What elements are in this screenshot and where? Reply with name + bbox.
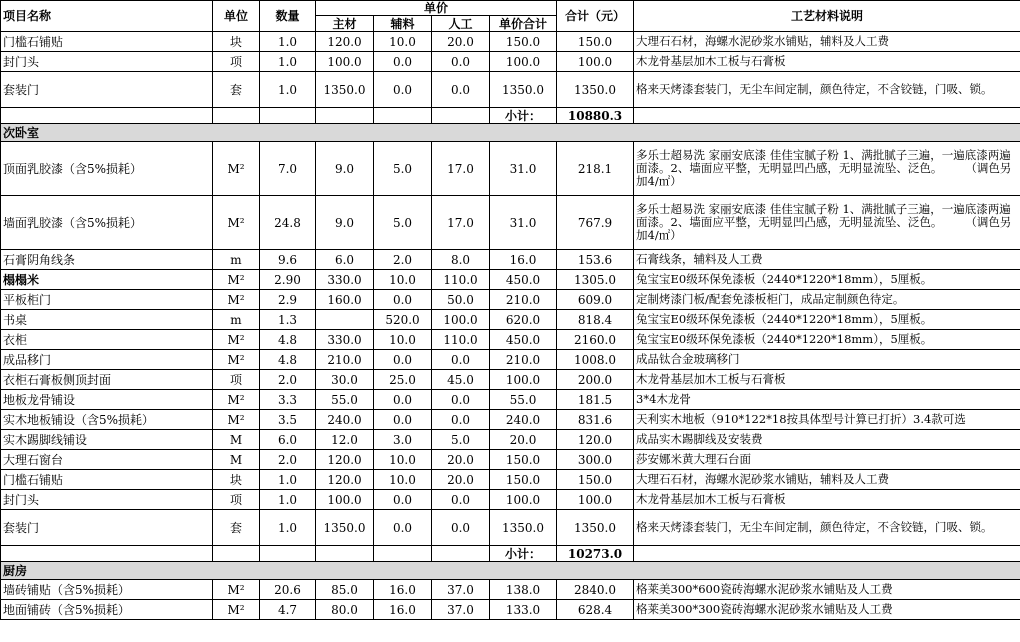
cell-total: 1008.0 bbox=[557, 350, 634, 370]
cell-unit-total: 240.0 bbox=[490, 410, 557, 430]
cell-labor: 5.0 bbox=[432, 430, 490, 450]
cell-desc: 格莱美300*300瓷砖海螺水泥砂浆水铺贴及人工费 bbox=[634, 600, 1020, 620]
cell-qty: 24.8 bbox=[260, 196, 316, 250]
cell-name: 门槛石铺贴 bbox=[1, 32, 213, 52]
cell-desc: 格来天烤漆套装门，无尘车间定制，颜色待定，不含铰链，门吸、锁。 bbox=[634, 510, 1020, 546]
cell-desc: 天利实木地板（910*122*18按具体型号计算已打折）3.4款可选 bbox=[634, 410, 1020, 430]
section-title: 次卧室 bbox=[1, 124, 1020, 142]
cell-main: 85.0 bbox=[316, 580, 374, 600]
header-quantity: 数量 bbox=[260, 1, 316, 32]
cell-unit: 项 bbox=[213, 490, 260, 510]
cell-desc: 大理石石材，海螺水泥砂浆水铺贴，辅料及人工费 bbox=[634, 470, 1020, 490]
header-unit-total: 单价合计 bbox=[490, 16, 557, 32]
cell-labor: 0.0 bbox=[432, 490, 490, 510]
cell-name: 门槛石铺贴 bbox=[1, 470, 213, 490]
cell-aux: 0.0 bbox=[374, 350, 432, 370]
cell-unit-total: 150.0 bbox=[490, 450, 557, 470]
cell-desc: 兔宝宝E0级环保免漆板（2440*1220*18mm），5厘板。 bbox=[634, 270, 1020, 290]
table-row bbox=[1, 510, 1020, 546]
cell-total: 609.0 bbox=[557, 290, 634, 310]
cell-unit-total: 150.0 bbox=[490, 470, 557, 490]
cell-unit: M² bbox=[213, 142, 260, 196]
cell-qty: 4.7 bbox=[260, 600, 316, 620]
cell-total: 100.0 bbox=[557, 490, 634, 510]
cell-name: 榻榻米 bbox=[1, 270, 213, 290]
cell-total: 200.0 bbox=[557, 370, 634, 390]
table-row bbox=[1, 142, 1020, 196]
cell-total: 120.0 bbox=[557, 430, 634, 450]
table-row bbox=[1, 370, 1020, 390]
cell-aux: 0.0 bbox=[374, 52, 432, 72]
cell-name: 墙砖铺贴（含5%损耗） bbox=[1, 580, 213, 600]
cell-main: 120.0 bbox=[316, 450, 374, 470]
cell-labor: 17.0 bbox=[432, 196, 490, 250]
cell-labor: 50.0 bbox=[432, 290, 490, 310]
cell-labor: 20.0 bbox=[432, 470, 490, 490]
empty-cell bbox=[213, 108, 260, 124]
cell-name: 地板龙骨铺设 bbox=[1, 390, 213, 410]
cell-qty: 1.3 bbox=[260, 310, 316, 330]
cell-desc: 木龙骨基层加木工板与石膏板 bbox=[634, 370, 1020, 390]
cell-unit: m bbox=[213, 310, 260, 330]
cell-desc: 成品实木踢脚线及安装费 bbox=[634, 430, 1020, 450]
cell-aux: 16.0 bbox=[374, 580, 432, 600]
cell-name: 石膏阴角线条 bbox=[1, 250, 213, 270]
cell-aux: 0.0 bbox=[374, 510, 432, 546]
cell-main: 100.0 bbox=[316, 490, 374, 510]
cell-unit-total: 100.0 bbox=[490, 52, 557, 72]
cell-name: 封门头 bbox=[1, 490, 213, 510]
cell-labor: 100.0 bbox=[432, 310, 490, 330]
cell-main: 330.0 bbox=[316, 330, 374, 350]
cell-unit: M² bbox=[213, 196, 260, 250]
cell-unit: M² bbox=[213, 410, 260, 430]
cell-unit-total: 100.0 bbox=[490, 490, 557, 510]
cell-desc: 石膏线条，辅料及人工费 bbox=[634, 250, 1020, 270]
cell-main: 120.0 bbox=[316, 32, 374, 52]
cell-name: 顶面乳胶漆（含5%损耗） bbox=[1, 142, 213, 196]
cell-desc: 3*4木龙骨 bbox=[634, 390, 1020, 410]
cell-aux: 0.0 bbox=[374, 72, 432, 108]
cell-main: 9.0 bbox=[316, 142, 374, 196]
cell-total: 2840.0 bbox=[557, 580, 634, 600]
cell-unit-total: 55.0 bbox=[490, 390, 557, 410]
header-labor: 人工 bbox=[432, 16, 490, 32]
empty-cell bbox=[260, 108, 316, 124]
cell-qty: 20.6 bbox=[260, 580, 316, 600]
cell-labor: 0.0 bbox=[432, 350, 490, 370]
table-row bbox=[1, 450, 1020, 470]
cell-qty: 1.0 bbox=[260, 510, 316, 546]
cell-labor: 110.0 bbox=[432, 330, 490, 350]
cell-unit-total: 210.0 bbox=[490, 290, 557, 310]
cell-aux: 2.0 bbox=[374, 250, 432, 270]
table-row bbox=[1, 430, 1020, 450]
cell-aux: 10.0 bbox=[374, 270, 432, 290]
header-main-material: 主材 bbox=[316, 16, 374, 32]
cell-unit-total: 31.0 bbox=[490, 142, 557, 196]
cell-name: 实木地板铺设（含5%损耗） bbox=[1, 410, 213, 430]
cell-aux: 5.0 bbox=[374, 142, 432, 196]
header-description: 工艺材料说明 bbox=[634, 1, 1020, 32]
cell-total: 100.0 bbox=[557, 52, 634, 72]
cell-unit: M² bbox=[213, 580, 260, 600]
cell-main: 100.0 bbox=[316, 52, 374, 72]
cell-main: 1350.0 bbox=[316, 72, 374, 108]
table-row bbox=[1, 580, 1020, 600]
cell-qty: 2.90 bbox=[260, 270, 316, 290]
cell-unit-total: 133.0 bbox=[490, 600, 557, 620]
cell-total: 831.6 bbox=[557, 410, 634, 430]
cell-labor: 20.0 bbox=[432, 450, 490, 470]
cell-unit: 项 bbox=[213, 370, 260, 390]
cell-aux: 10.0 bbox=[374, 330, 432, 350]
cell-aux: 0.0 bbox=[374, 290, 432, 310]
cell-desc: 兔宝宝E0级环保免漆板（2440*1220*18mm），5厘板。 bbox=[634, 310, 1020, 330]
cell-main: 160.0 bbox=[316, 290, 374, 310]
table-row bbox=[1, 330, 1020, 350]
cell-main: 80.0 bbox=[316, 600, 374, 620]
cell-labor: 45.0 bbox=[432, 370, 490, 390]
empty-cell bbox=[634, 108, 1020, 124]
table-row bbox=[1, 600, 1020, 620]
cell-total: 1350.0 bbox=[557, 510, 634, 546]
cell-unit: M² bbox=[213, 600, 260, 620]
cell-unit-total: 210.0 bbox=[490, 350, 557, 370]
empty-cell bbox=[432, 546, 490, 562]
cell-unit-total: 1350.0 bbox=[490, 72, 557, 108]
cell-name: 地面铺砖（含5%损耗） bbox=[1, 600, 213, 620]
cell-name: 成品移门 bbox=[1, 350, 213, 370]
header-total: 合计（元） bbox=[557, 1, 634, 32]
cell-name: 封门头 bbox=[1, 52, 213, 72]
cell-labor: 8.0 bbox=[432, 250, 490, 270]
cell-unit-total: 620.0 bbox=[490, 310, 557, 330]
subtotal-value: 10273.0 bbox=[557, 546, 634, 562]
cell-unit: 块 bbox=[213, 32, 260, 52]
empty-cell bbox=[374, 546, 432, 562]
cell-total: 1305.0 bbox=[557, 270, 634, 290]
empty-cell bbox=[432, 108, 490, 124]
cell-total: 153.6 bbox=[557, 250, 634, 270]
subtotal-label: 小计： bbox=[490, 546, 557, 562]
cell-qty: 1.0 bbox=[260, 490, 316, 510]
cell-total: 818.4 bbox=[557, 310, 634, 330]
cell-main: 30.0 bbox=[316, 370, 374, 390]
cell-desc: 定制烤漆门板/配套免漆板柜门，成品定制颜色待定。 bbox=[634, 290, 1020, 310]
cell-qty: 2.9 bbox=[260, 290, 316, 310]
cell-qty: 1.0 bbox=[260, 72, 316, 108]
cell-qty: 2.0 bbox=[260, 370, 316, 390]
cell-total: 150.0 bbox=[557, 32, 634, 52]
empty-cell bbox=[1, 108, 213, 124]
cell-total: 628.4 bbox=[557, 600, 634, 620]
cell-labor: 20.0 bbox=[432, 32, 490, 52]
subtotal-row bbox=[1, 546, 1020, 562]
table-row bbox=[1, 290, 1020, 310]
cell-unit: M² bbox=[213, 290, 260, 310]
cell-name: 实木踢脚线铺设 bbox=[1, 430, 213, 450]
cell-unit: M bbox=[213, 430, 260, 450]
cell-unit-total: 1350.0 bbox=[490, 510, 557, 546]
cell-total: 300.0 bbox=[557, 450, 634, 470]
cell-unit-total: 138.0 bbox=[490, 580, 557, 600]
cell-aux: 0.0 bbox=[374, 490, 432, 510]
table-row bbox=[1, 350, 1020, 370]
cell-main: 330.0 bbox=[316, 270, 374, 290]
cell-qty: 1.0 bbox=[260, 470, 316, 490]
table-row bbox=[1, 490, 1020, 510]
empty-cell bbox=[213, 546, 260, 562]
cell-main: 120.0 bbox=[316, 470, 374, 490]
cell-desc: 成品钛合金玻璃移门 bbox=[634, 350, 1020, 370]
cell-qty: 7.0 bbox=[260, 142, 316, 196]
cell-total: 1350.0 bbox=[557, 72, 634, 108]
cell-name: 套装门 bbox=[1, 72, 213, 108]
table-row bbox=[1, 72, 1020, 108]
cell-qty: 9.6 bbox=[260, 250, 316, 270]
table-row bbox=[1, 52, 1020, 72]
empty-cell bbox=[634, 546, 1020, 562]
cell-aux: 16.0 bbox=[374, 600, 432, 620]
empty-cell bbox=[374, 108, 432, 124]
cell-qty: 4.8 bbox=[260, 330, 316, 350]
cell-main: 55.0 bbox=[316, 390, 374, 410]
table-row bbox=[1, 32, 1020, 52]
cell-main: 9.0 bbox=[316, 196, 374, 250]
header-unit-price: 单价 bbox=[316, 1, 557, 16]
cell-labor: 37.0 bbox=[432, 600, 490, 620]
cell-total: 767.9 bbox=[557, 196, 634, 250]
cell-desc: 莎安娜米黄大理石台面 bbox=[634, 450, 1020, 470]
table-row bbox=[1, 310, 1020, 330]
subtotal-row bbox=[1, 108, 1020, 124]
header-aux-material: 辅料 bbox=[374, 16, 432, 32]
table-row bbox=[1, 410, 1020, 430]
cell-labor: 0.0 bbox=[432, 72, 490, 108]
cell-labor: 0.0 bbox=[432, 410, 490, 430]
section-header-row bbox=[1, 124, 1020, 142]
cell-qty: 2.0 bbox=[260, 450, 316, 470]
cell-desc: 木龙骨基层加木工板与石膏板 bbox=[634, 52, 1020, 72]
cell-unit: M² bbox=[213, 350, 260, 370]
cell-aux: 5.0 bbox=[374, 196, 432, 250]
cell-name: 平板柜门 bbox=[1, 290, 213, 310]
cell-main: 1350.0 bbox=[316, 510, 374, 546]
cell-labor: 17.0 bbox=[432, 142, 490, 196]
cell-labor: 0.0 bbox=[432, 390, 490, 410]
cell-unit: 块 bbox=[213, 470, 260, 490]
cell-main: 6.0 bbox=[316, 250, 374, 270]
cell-aux: 0.0 bbox=[374, 390, 432, 410]
cell-aux: 0.0 bbox=[374, 410, 432, 430]
cell-main: 12.0 bbox=[316, 430, 374, 450]
cell-name: 大理石窗台 bbox=[1, 450, 213, 470]
cell-unit: M² bbox=[213, 330, 260, 350]
cell-name: 衣柜石膏板侧顶封面 bbox=[1, 370, 213, 390]
table-row bbox=[1, 470, 1020, 490]
cell-unit-total: 100.0 bbox=[490, 370, 557, 390]
cell-qty: 6.0 bbox=[260, 430, 316, 450]
table-row bbox=[1, 270, 1020, 290]
cell-aux: 10.0 bbox=[374, 32, 432, 52]
cell-unit: 套 bbox=[213, 72, 260, 108]
cell-unit: M bbox=[213, 450, 260, 470]
cell-unit: m bbox=[213, 250, 260, 270]
cell-total: 150.0 bbox=[557, 470, 634, 490]
empty-cell bbox=[316, 546, 374, 562]
empty-cell bbox=[1, 546, 213, 562]
cell-name: 衣柜 bbox=[1, 330, 213, 350]
cell-total: 218.1 bbox=[557, 142, 634, 196]
cell-qty: 1.0 bbox=[260, 52, 316, 72]
empty-cell bbox=[316, 108, 374, 124]
table-row bbox=[1, 196, 1020, 250]
cell-qty: 4.8 bbox=[260, 350, 316, 370]
cell-main: 240.0 bbox=[316, 410, 374, 430]
cell-labor: 110.0 bbox=[432, 270, 490, 290]
cell-aux: 520.0 bbox=[374, 310, 432, 330]
cell-unit-total: 31.0 bbox=[490, 196, 557, 250]
cell-desc: 大理石石材，海螺水泥砂浆水铺贴，辅料及人工费 bbox=[634, 32, 1020, 52]
header-item-name: 项目名称 bbox=[1, 1, 213, 32]
section-title: 厨房 bbox=[1, 562, 1020, 580]
cell-main bbox=[316, 310, 374, 330]
cell-unit-total: 450.0 bbox=[490, 330, 557, 350]
cell-desc: 兔宝宝E0级环保免漆板（2440*1220*18mm），5厘板。 bbox=[634, 330, 1020, 350]
cell-labor: 0.0 bbox=[432, 510, 490, 546]
cell-unit-total: 20.0 bbox=[490, 430, 557, 450]
cell-unit-total: 150.0 bbox=[490, 32, 557, 52]
cell-desc: 格来天烤漆套装门，无尘车间定制，颜色待定，不含铰链，门吸、锁。 bbox=[634, 72, 1020, 108]
empty-cell bbox=[260, 546, 316, 562]
cell-desc: 多乐士超易洗 家丽安底漆 佳佳宝腻子粉 1、满批腻子三遍，一遍底漆两遍面漆。2、墙面应平整，无明显凹凸感，无明显流坠、泛色。 （调色另加4/㎡） bbox=[634, 142, 1020, 196]
cell-aux: 10.0 bbox=[374, 470, 432, 490]
cell-desc: 多乐士超易洗 家丽安底漆 佳佳宝腻子粉 1、满批腻子三遍，一遍底漆两遍面漆。2、墙面应平整，无明显凹凸感，无明显流坠、泛色。 （调色另加4/㎡） bbox=[634, 196, 1020, 250]
cell-main: 210.0 bbox=[316, 350, 374, 370]
cell-unit-total: 16.0 bbox=[490, 250, 557, 270]
cell-desc: 格莱美300*600瓷砖海螺水泥砂浆水铺贴及人工费 bbox=[634, 580, 1020, 600]
cell-total: 181.5 bbox=[557, 390, 634, 410]
cell-unit-total: 450.0 bbox=[490, 270, 557, 290]
cell-aux: 10.0 bbox=[374, 450, 432, 470]
table-row bbox=[1, 390, 1020, 410]
cell-desc: 木龙骨基层加木工板与石膏板 bbox=[634, 490, 1020, 510]
cell-qty: 3.5 bbox=[260, 410, 316, 430]
cell-qty: 3.3 bbox=[260, 390, 316, 410]
cell-unit: 项 bbox=[213, 52, 260, 72]
subtotal-value: 10880.3 bbox=[557, 108, 634, 124]
section-header-row bbox=[1, 562, 1020, 580]
cell-aux: 3.0 bbox=[374, 430, 432, 450]
cell-aux: 25.0 bbox=[374, 370, 432, 390]
cell-name: 书桌 bbox=[1, 310, 213, 330]
cell-total: 2160.0 bbox=[557, 330, 634, 350]
cell-unit: M² bbox=[213, 270, 260, 290]
subtotal-label: 小计： bbox=[490, 108, 557, 124]
cell-labor: 0.0 bbox=[432, 52, 490, 72]
table-row bbox=[1, 250, 1020, 270]
cell-qty: 1.0 bbox=[260, 32, 316, 52]
cell-unit: 套 bbox=[213, 510, 260, 546]
cell-labor: 37.0 bbox=[432, 580, 490, 600]
cell-name: 套装门 bbox=[1, 510, 213, 546]
header-unit: 单位 bbox=[213, 1, 260, 32]
cell-unit: M² bbox=[213, 390, 260, 410]
cell-name: 墙面乳胶漆（含5%损耗） bbox=[1, 196, 213, 250]
